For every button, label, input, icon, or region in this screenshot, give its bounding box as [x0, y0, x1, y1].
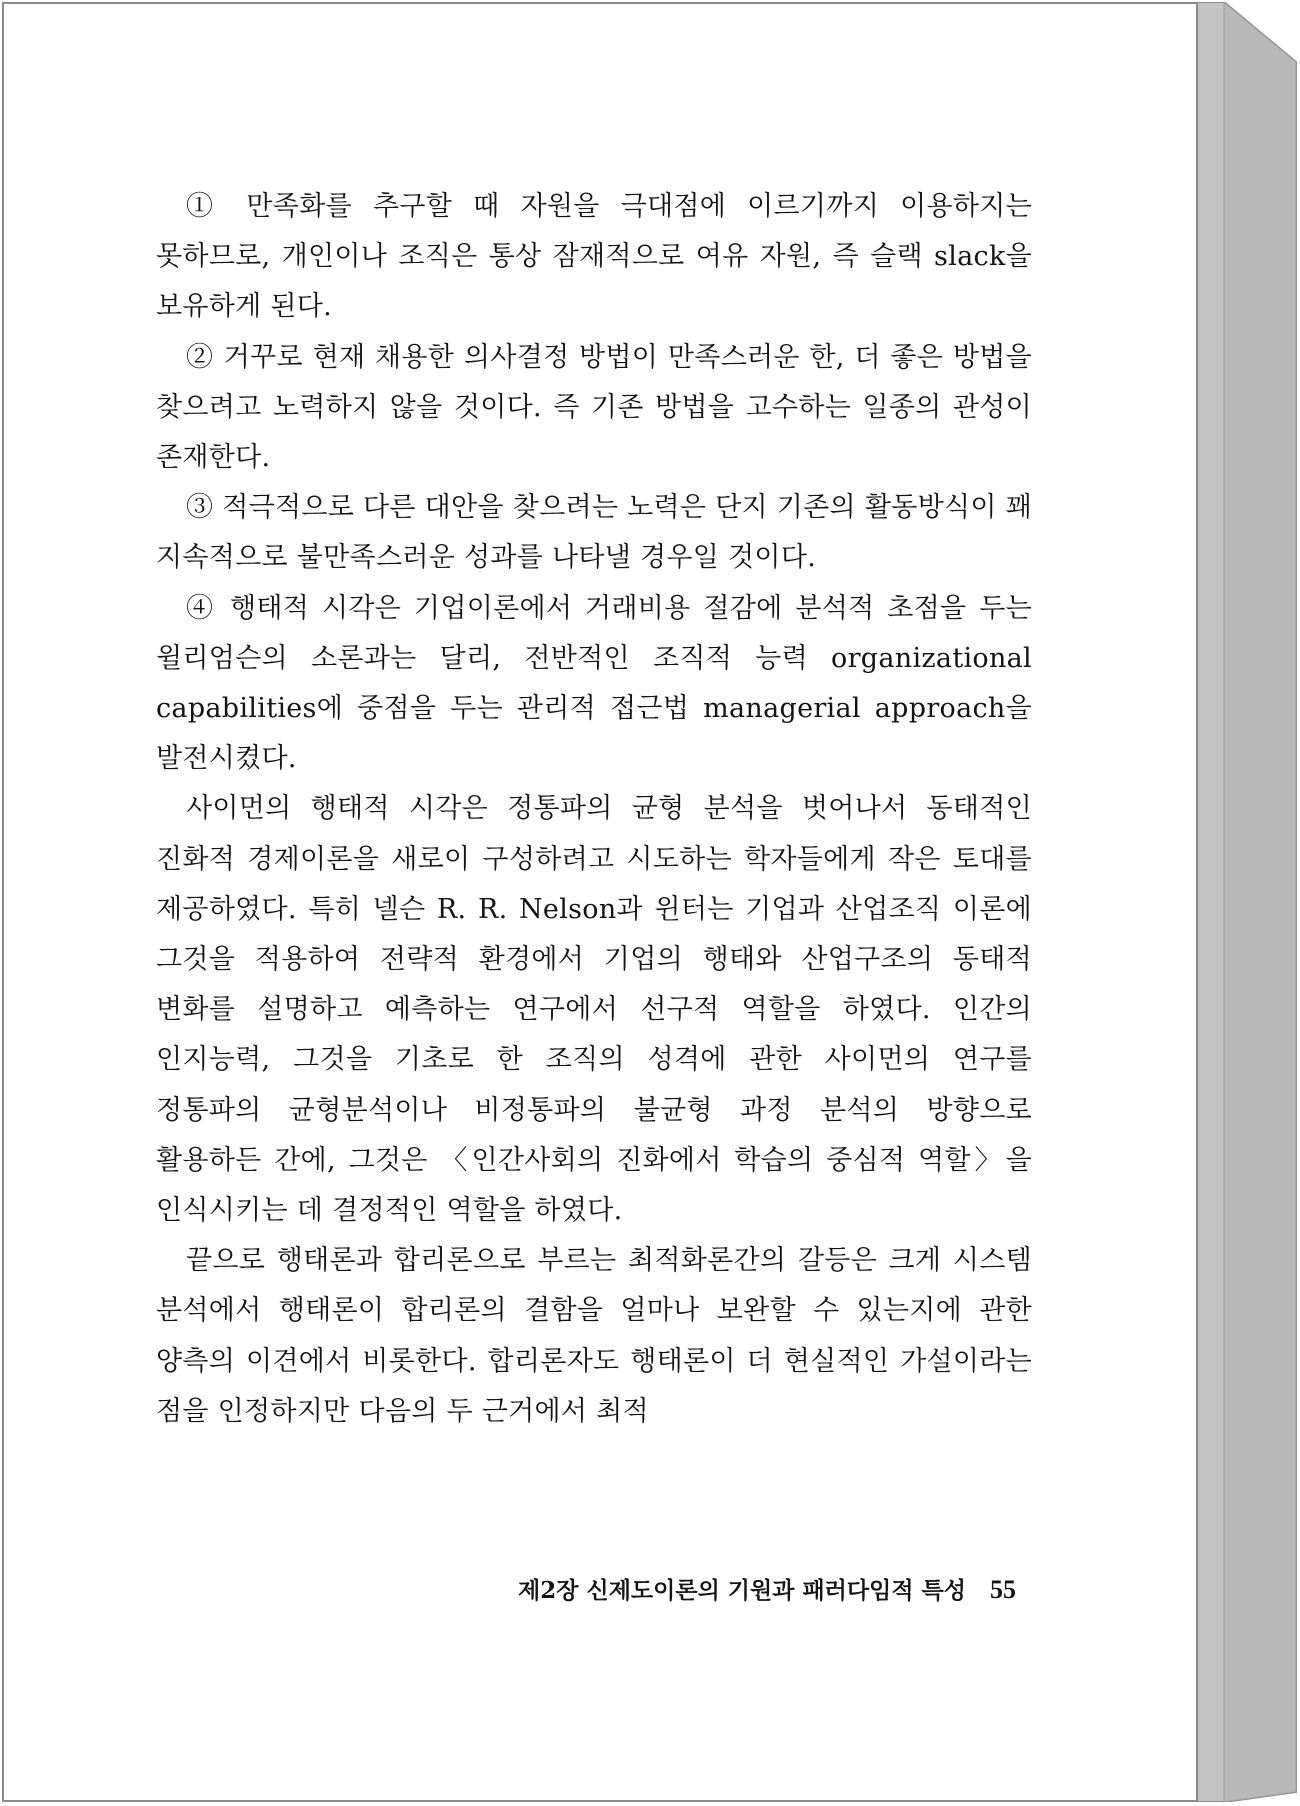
- list-item-4: ④ 행태적 시각은 기업이론에서 거래비용 절감에 분석적 초점을 두는 윌리엄슨의 소론과는 달리, 전반적인 조직적 능력 organizational capabilities에 중점을 두는 관리적 접근법 managerial approach을 발전시켰다.: [156, 592, 1032, 775]
- list-item-2: ② 거꾸로 현재 채용한 의사결정 방법이 만족스러운 한, 더 좋은 방법을 찾으려고 노력하지 않을 것이다. 즉 기존 방법을 고수하는 일종의 관성이 존재한다.: [156, 341, 1032, 474]
- paragraph-conflict: 끝으로 행태론과 합리론으로 부르는 최적화론간의 갈등은 크게 시스템 분석에서 행태론이 합리론의 결함을 얼마나 보완할 수 있는지에 관한 양측의 이견에서 비롯한다. 합리론자도 행태론이 더 현실적인 가설이라는 점을 인정하지만 다음의 두 근거에서 최적: [156, 1245, 1032, 1427]
- book-thickness-edge: [1196, 2, 1300, 1802]
- list-item-1: ① 만족화를 추구할 때 자원을 극대점에 이르기까지 이용하지는 못하므로, 개인이나 조직은 통상 잠재적으로 여유 자원, 즉 슬랙 slack을 보유하게 된다.: [156, 191, 1032, 323]
- list-item-3: ③ 적극적으로 다른 대안을 찾으려는 노력은 단지 기존의 활동방식이 꽤 지속적으로 불만족스러운 성과를 나타낼 경우일 것이다.: [156, 492, 1032, 574]
- body-text: [156, 182, 1032, 1437]
- paragraph-simon: 사이먼의 행태적 시각은 정통파의 균형 분석을 벗어나서 동태적인 진화적 경제이론을 새로이 구성하려고 시도하는 학자들에게 작은 토대를 제공하였다. 특히 넬슨 R. R. Nelson과 윈터는 기업과 산업조직 이론에 그것을 적용하여 전략적 환경에서 기업의 행태와 산업구조의 동태적 변화를 설명하고 예측하는 연구에서 선구적 역할을 하였다. 인간의 인지능력, 그것을 기초로 한 조직의 성격에 관한 사이먼의 연구를 정통파의 균형분석이나 비정통파의 불균형 과정 분석의 방향으로 활용하든 간에, 그것은 〈인간사회의 진화에서 학습의 중심적 역할〉을 인식시키는 데 결정적인 역할을 하였다.: [156, 793, 1032, 1227]
- page-number: 55: [990, 1575, 1016, 1604]
- page-footer: [420, 1572, 1016, 1605]
- running-head: 제2장 신제도이론의 기원과 패러다임적 특성: [518, 1577, 966, 1604]
